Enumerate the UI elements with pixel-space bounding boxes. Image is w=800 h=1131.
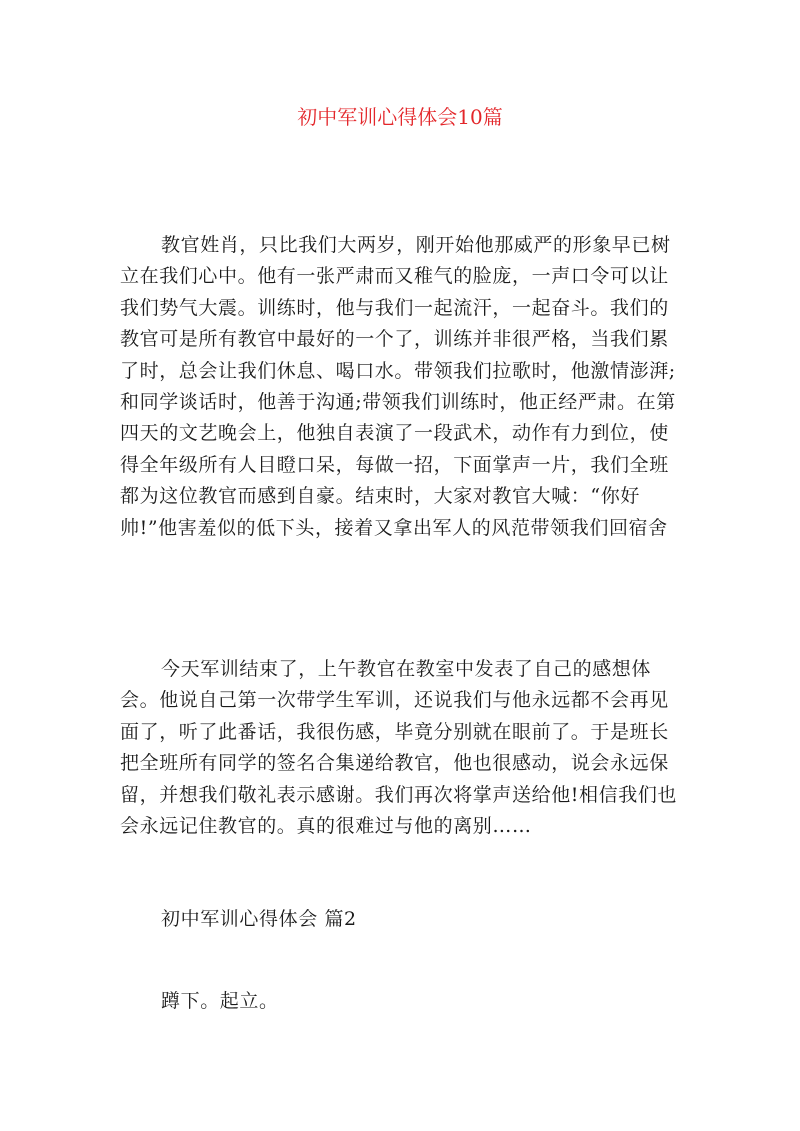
section-first-line: 蹲下。起立。	[161, 990, 279, 1012]
body-paragraph-2	[120, 654, 682, 842]
paragraph-text: 今天军训结束了，上午教官在教室中发表了自己的感想体会。他说自己第一次带学生军训，还说我们与他永远都不会再见面了，听了此番话，我很伤感，毕竟分别就在眼前了。于是班长把全班所有同学的签名合集递给教官，他也很感动，说会永远保留，并想我们敬礼表示感谢。我们再次将掌声送给他!相信我们也会永远记住教官的。真的很难过与他的离别……	[120, 658, 678, 838]
section-heading: 初中军训心得体会 篇2	[161, 908, 357, 930]
document-title: 初中军训心得体会10篇	[297, 105, 503, 129]
paragraph-text: 教官姓肖，只比我们大两岁，刚开始他那威严的形象早已树立在我们心中。他有一张严肃而又稚气的脸庞，一声口令可以让我们势气大震。训练时，他与我们一起流汗，一起奋斗。我们的教官可是所有教官中最好的一个了，训练并非很严格，当我们累了时，总会让我们休息、喝口水。带领我们拉歌时，他激情澎湃;和同学谈话时，他善于沟通;带领我们训练时，他正经严肃。在第四天的文艺晚会上，他独自表演了一段武术，动作有力到位，使得全年级所有人目瞪口呆，每做一招，下面掌声一片，我们全班都为这位教官而感到自豪。结束时，大家对教官大喊：“你好帅!”他害羞似的低下头，接着又拿出军人的风范带领我们回宿舍	[120, 234, 676, 539]
body-paragraph-1	[120, 230, 682, 544]
